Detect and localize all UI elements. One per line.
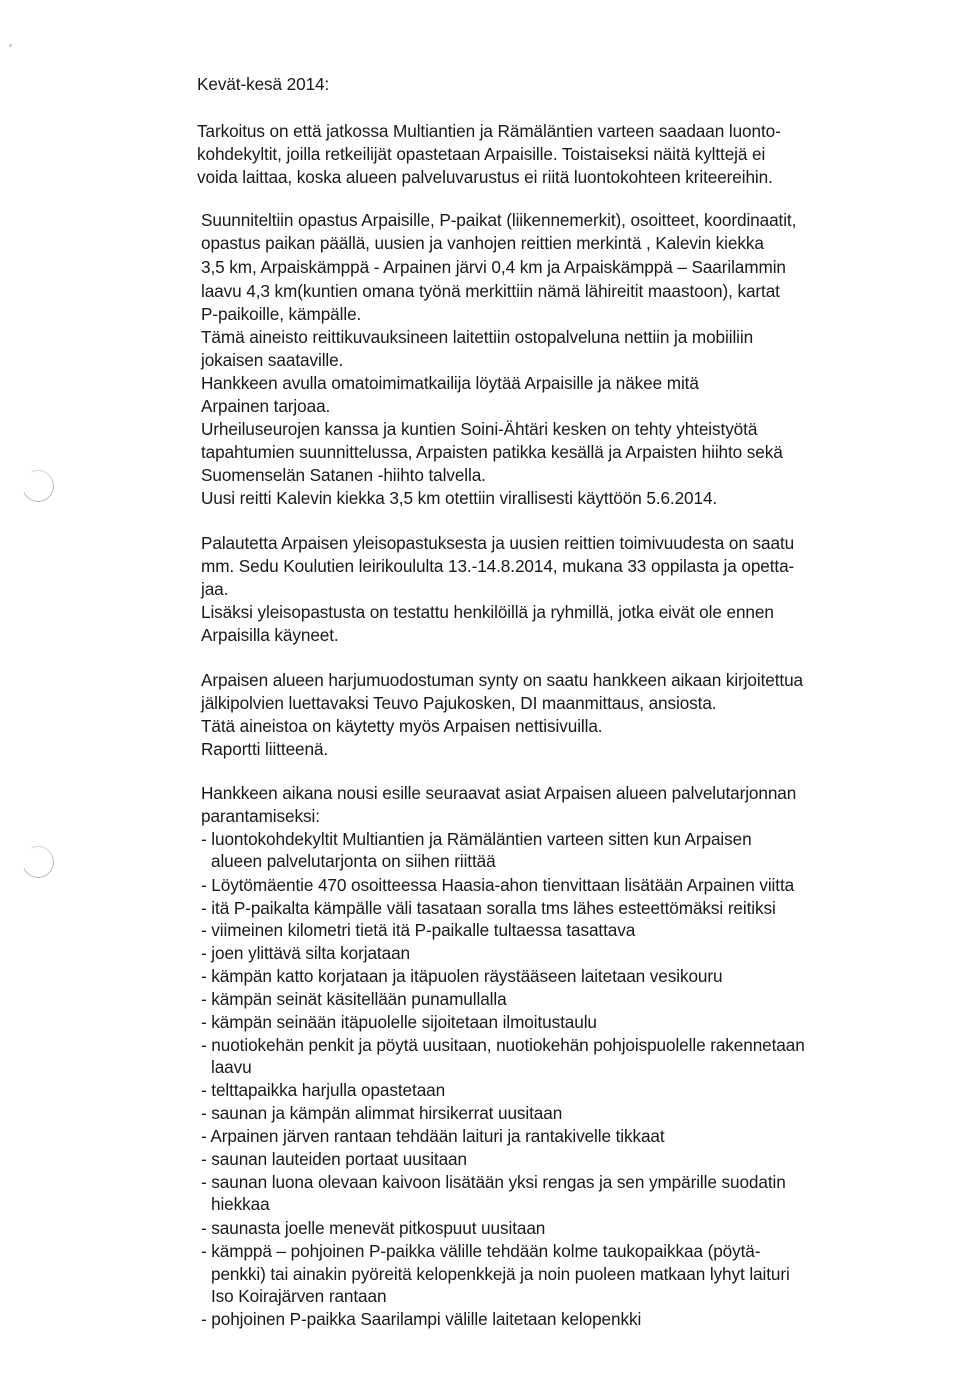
list-item: - kämpän seinät käsitellään punamullalla — [201, 989, 507, 1009]
list-item: hiekkaa — [211, 1194, 270, 1214]
list-item: - Löytömäentie 470 osoitteessa Haasia-ahon tienvittaan lisätään Arpainen viitta — [201, 875, 795, 895]
list-item: - itä P-paikalta kämpälle väli tasataan soralla tms lähes esteettömäksi reitiksi — [201, 898, 776, 918]
text-line: Lisäksi yleisopastusta on testattu henkilöillä ja ryhmillä, jotka eivät ole ennen — [201, 602, 774, 622]
text-line: tapahtumien suunnittelussa, Arpaisten patikka kesällä ja Arpaisten hiihto sekä — [201, 442, 783, 462]
list-item: - saunan luona olevaan kaivoon lisätään yksi rengas ja sen ympärille suodatin — [201, 1172, 786, 1192]
list-item: - joen ylittävä silta korjataan — [201, 943, 410, 963]
text-line: Urheiluseurojen kanssa ja kuntien Soini-Ähtäri kesken on tehty yhteistyötä — [201, 419, 758, 439]
text-line: jälkipolvien luettavaksi Teuvo Pajukosken, DI maanmittaus, ansiosta. — [201, 693, 717, 713]
list-item: - nuotiokehän penkit ja pöytä uusitaan, nuotiokehän pohjoispuolelle rakennetaan — [201, 1035, 805, 1055]
list-item: alueen palvelutarjonta on siihen riittää — [211, 851, 496, 871]
text-line: voida laittaa, koska alueen palveluvarustus ei riitä luontokohteen kriteereihin. — [197, 167, 773, 187]
text-line: 3,5 km, Arpaiskämppä - Arpainen järvi 0,4 km ja Arpaiskämppä – Saarilammin — [201, 257, 786, 277]
text-line: Tarkoitus on että jatkossa Multiantien ja Rämäläntien varteen saadaan luonto- — [197, 121, 781, 141]
list-item: penkki) tai ainakin pyöreitä kelopenkkejä ja noin puoleen matkaan lyhyt laituri — [211, 1264, 790, 1284]
text-line: Palautetta Arpaisen yleisopastuksesta ja uusien reittien toimivuudesta on saatu — [201, 533, 795, 553]
list-item: - viimeinen kilometri tietä itä P-paikalle tultaessa tasattava — [201, 920, 636, 940]
text-line: Raportti liitteenä. — [201, 739, 329, 759]
text-line: mm. Sedu Koulutien leirikoululta 13.-14.8.2014, mukana 33 oppilasta ja opetta- — [201, 556, 795, 576]
text-line: P-paikoille, kämpälle. — [201, 304, 362, 324]
text-line: laavu 4,3 km(kuntien omana työnä merkittiin nämä lähireitit maastoon), kartat — [201, 281, 780, 301]
text-line: jokaisen saataville. — [201, 350, 344, 370]
text-line: Arpainen tarjoaa. — [201, 396, 331, 416]
text-line: Hankkeen aikana nousi esille seuraavat asiat Arpaisen alueen palvelutarjonnan — [201, 783, 797, 803]
text-line: Suunniteltiin opastus Arpaisille, P-paikat (liikennemerkit), osoitteet, koordinaatit, — [201, 210, 797, 230]
page-dot — [9, 44, 12, 47]
text-line: jaa. — [201, 579, 229, 599]
list-item: - saunan ja kämpän alimmat hirsikerrat uusitaan — [201, 1103, 563, 1123]
punch-hole-mark-upper — [17, 465, 58, 506]
list-item: Iso Koirajärven rantaan — [211, 1286, 387, 1306]
text-line: Arpaisen alueen harjumuodostuman synty on saatu hankkeen aikaan kirjoitettua — [201, 670, 803, 690]
list-item: - kämppä – pohjoinen P-paikka välille tehdään kolme taukopaikkaa (pöytä- — [201, 1241, 761, 1261]
list-item: - luontokohdekyltit Multiantien ja Rämäläntien varteen sitten kun Arpaisen — [201, 829, 752, 849]
text-line: Arpaisilla käyneet. — [201, 625, 339, 645]
text-line: kohdekyltit, joilla retkeilijät opastetaan Arpaisille. Toistaiseksi näitä kylttejä ei — [197, 144, 766, 164]
list-item: - saunan lauteiden portaat uusitaan — [201, 1149, 467, 1169]
text-line: opastus paikan päällä, uusien ja vanhojen reittien merkintä , Kalevin kiekka — [201, 233, 764, 253]
list-item: - pohjoinen P-paikka Saarilampi välille laitetaan kelopenkki — [201, 1309, 642, 1329]
list-item: - kämpän seinään itäpuolelle sijoitetaan ilmoitustaulu — [201, 1012, 597, 1032]
list-item: - Arpainen järven rantaan tehdään laituri ja rantakivelle tikkaat — [201, 1126, 665, 1146]
list-item: - kämpän katto korjataan ja itäpuolen räystääseen laitetaan vesikouru — [201, 966, 723, 986]
text-line: Suomenselän Satanen -hiihto talvella. — [201, 465, 486, 485]
text-line: Tämä aineisto reittikuvauksineen laitettiin ostopalveluna nettiin ja mobiiliin — [201, 327, 754, 347]
list-item: - saunasta joelle menevät pitkospuut uusitaan — [201, 1218, 546, 1238]
list-item: - telttapaikka harjulla opastetaan — [201, 1080, 446, 1100]
text-line: Uusi reitti Kalevin kiekka 3,5 km otettiin virallisesti käyttöön 5.6.2014. — [201, 488, 718, 508]
text-line: Hankkeen avulla omatoimimatkailija löytää Arpaisille ja näkee mitä — [201, 373, 699, 393]
list-item: laavu — [211, 1057, 252, 1077]
punch-hole-mark-lower — [17, 841, 58, 882]
text-line: parantamiseksi: — [201, 806, 320, 826]
document-heading: Kevät-kesä 2014: — [197, 74, 330, 94]
text-line: Tätä aineistoa on käytetty myös Arpaisen nettisivuilla. — [201, 716, 603, 736]
